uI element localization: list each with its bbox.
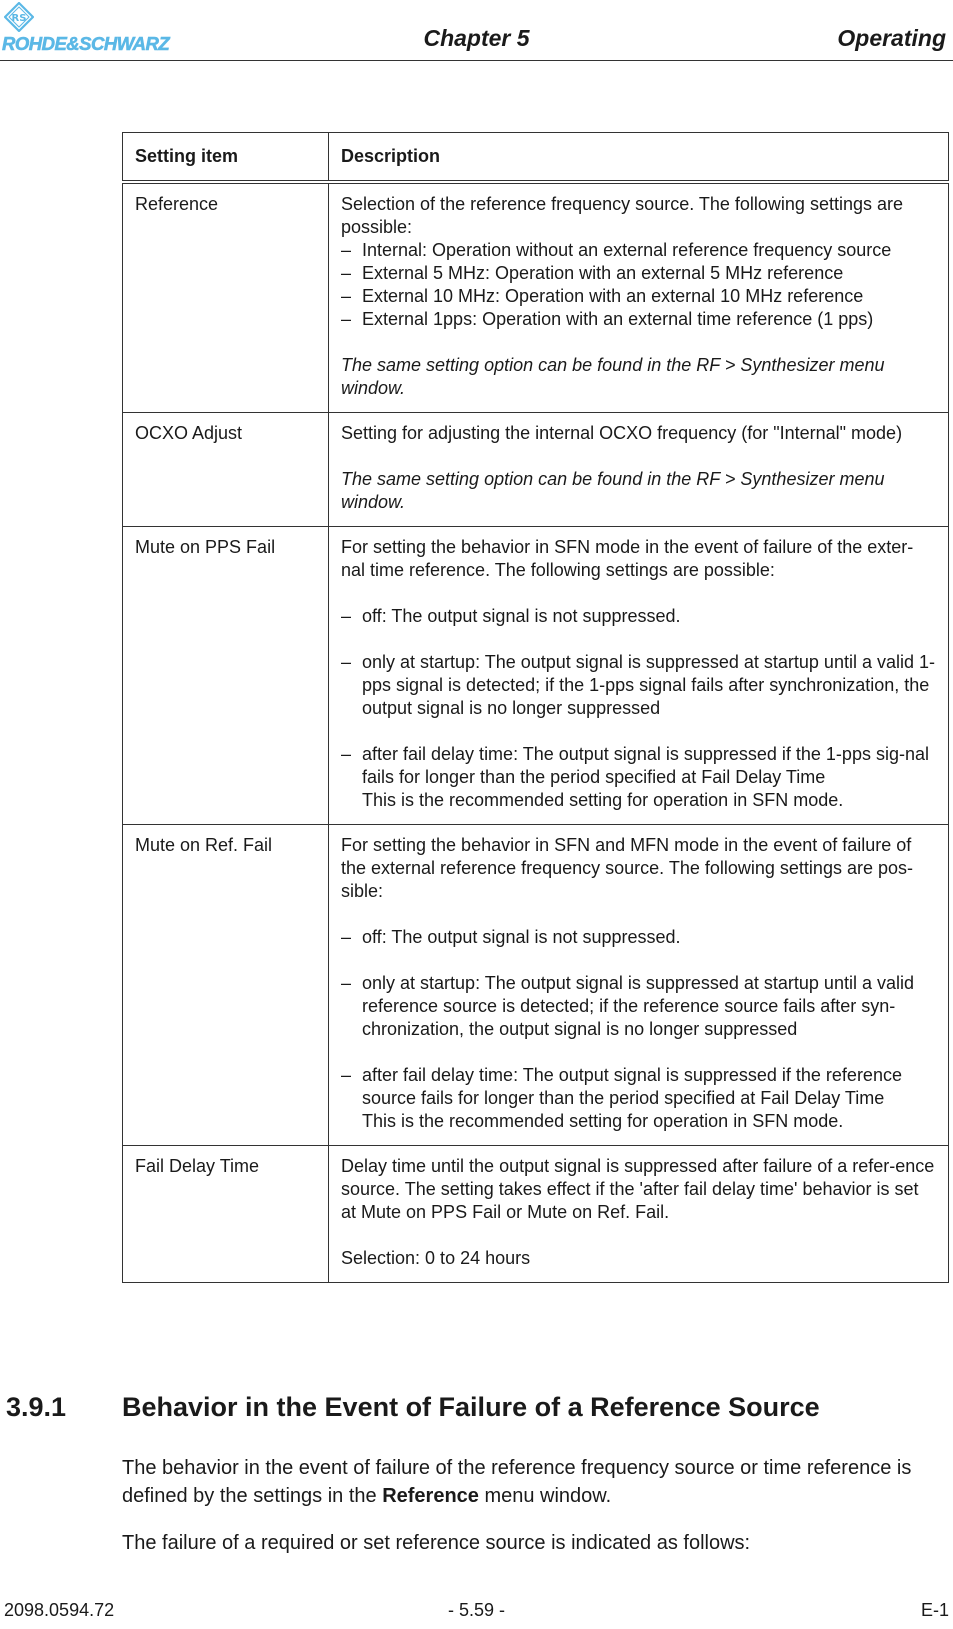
table-row bbox=[123, 182, 949, 413]
recommendation-text: This is the recommended setting for operation in SFN mode. bbox=[362, 790, 844, 810]
section-paragraph-1 bbox=[122, 1454, 950, 1510]
section-name: Operating bbox=[837, 25, 946, 51]
list-item: – only at startup: The output signal is suppressed at startup until a valid reference source is detected; if the reference source fails after syn-chronization, the output signal is no longer suppressed bbox=[341, 972, 936, 1041]
recommendation-text: This is the recommended setting for operation in SFN mode. bbox=[362, 1111, 844, 1131]
table-row bbox=[123, 527, 949, 825]
section-paragraph-2: The failure of a required or set reference source is indicated as follows: bbox=[122, 1532, 751, 1554]
setting-description bbox=[329, 825, 949, 1146]
brand-name: ROHDE&SCHWARZ bbox=[2, 33, 170, 54]
list-item: – External 1pps: Operation with an external time reference (1 pps) bbox=[341, 308, 936, 331]
paragraph-text: The behavior in the event of failure of the reference frequency source or time reference is defined by the settings in the bbox=[122, 1457, 912, 1507]
chapter-title: Chapter 5 bbox=[423, 25, 530, 51]
column-header-description: Description bbox=[329, 133, 949, 183]
description-text: Setting for adjusting the internal OCXO frequency (for "Internal" mode) bbox=[341, 423, 903, 443]
selection-range: Selection: 0 to 24 hours bbox=[341, 1248, 531, 1268]
svg-text:RS: RS bbox=[11, 13, 27, 24]
paragraph-text: menu window. bbox=[478, 1485, 612, 1507]
setting-description bbox=[329, 527, 949, 825]
description-note: The same setting option can be found in the RF > Synthesizer menu window. bbox=[341, 355, 885, 398]
header-divider bbox=[0, 60, 953, 61]
description-text: Delay time until the output signal is suppressed after failure of a refer-ence source. The setting takes effect if the 'after fail delay time' behavior is set at Mute on PPS Fail or Mute on Ref. Fail. bbox=[341, 1156, 935, 1222]
setting-description bbox=[329, 182, 949, 413]
table-row bbox=[123, 825, 949, 1146]
page-number: - 5.59 - bbox=[447, 1600, 506, 1620]
description-text: Selection of the reference frequency source. The following settings are possible: bbox=[341, 194, 903, 237]
table-row bbox=[123, 1146, 949, 1283]
table-row bbox=[123, 413, 949, 527]
column-header-setting-item: Setting item bbox=[123, 133, 329, 183]
setting-item: Mute on Ref. Fail bbox=[123, 825, 329, 1146]
setting-description bbox=[329, 1146, 949, 1283]
setting-item: Mute on PPS Fail bbox=[123, 527, 329, 825]
list-item: – only at startup: The output signal is suppressed at startup until a valid 1-pps signal is detected; if the 1-pps signal fails after synchronization, the output signal is no longer suppressed bbox=[341, 651, 936, 720]
section-heading bbox=[6, 1392, 820, 1423]
description-text: For setting the behavior in SFN mode in the event of failure of the exter-nal time reference. The following settings are possible: bbox=[341, 537, 914, 580]
document-number: 2098.0594.72 bbox=[4, 1600, 115, 1620]
setting-item: Fail Delay Time bbox=[123, 1146, 329, 1283]
list-item: – off: The output signal is not suppressed. bbox=[341, 605, 936, 628]
list-item: – External 5 MHz: Operation with an external 5 MHz reference bbox=[341, 262, 936, 285]
table-header-row bbox=[123, 133, 949, 183]
menu-reference-bold: Reference bbox=[382, 1485, 479, 1507]
list-item: – External 10 MHz: Operation with an external 10 MHz reference bbox=[341, 285, 936, 308]
section-number: 3.9.1 bbox=[6, 1392, 67, 1422]
list-item: – after fail delay time: The output signal is suppressed if the 1-pps sig-nal fails for longer than the period specified at Fail Delay Time bbox=[341, 743, 936, 789]
page-footer bbox=[0, 1597, 953, 1625]
list-item: – off: The output signal is not suppressed. bbox=[341, 926, 936, 949]
setting-item: Reference bbox=[123, 182, 329, 413]
edition: E-1 bbox=[920, 1600, 949, 1620]
page-header bbox=[0, 0, 953, 62]
list-item: – after fail delay time: The output signal is suppressed if the reference source fails for longer than the period specified at Fail Delay Time bbox=[341, 1064, 936, 1110]
description-text: For setting the behavior in SFN and MFN mode in the event of failure of the external reference frequency source. The following settings are pos-sible: bbox=[341, 835, 913, 901]
description-note: The same setting option can be found in the RF > Synthesizer menu window. bbox=[341, 469, 885, 512]
settings-table bbox=[122, 132, 949, 1283]
list-item: – Internal: Operation without an external reference frequency source bbox=[341, 239, 936, 262]
setting-description bbox=[329, 413, 949, 527]
setting-item: OCXO Adjust bbox=[123, 413, 329, 527]
section-title: Behavior in the Event of Failure of a Reference Source bbox=[122, 1392, 820, 1422]
